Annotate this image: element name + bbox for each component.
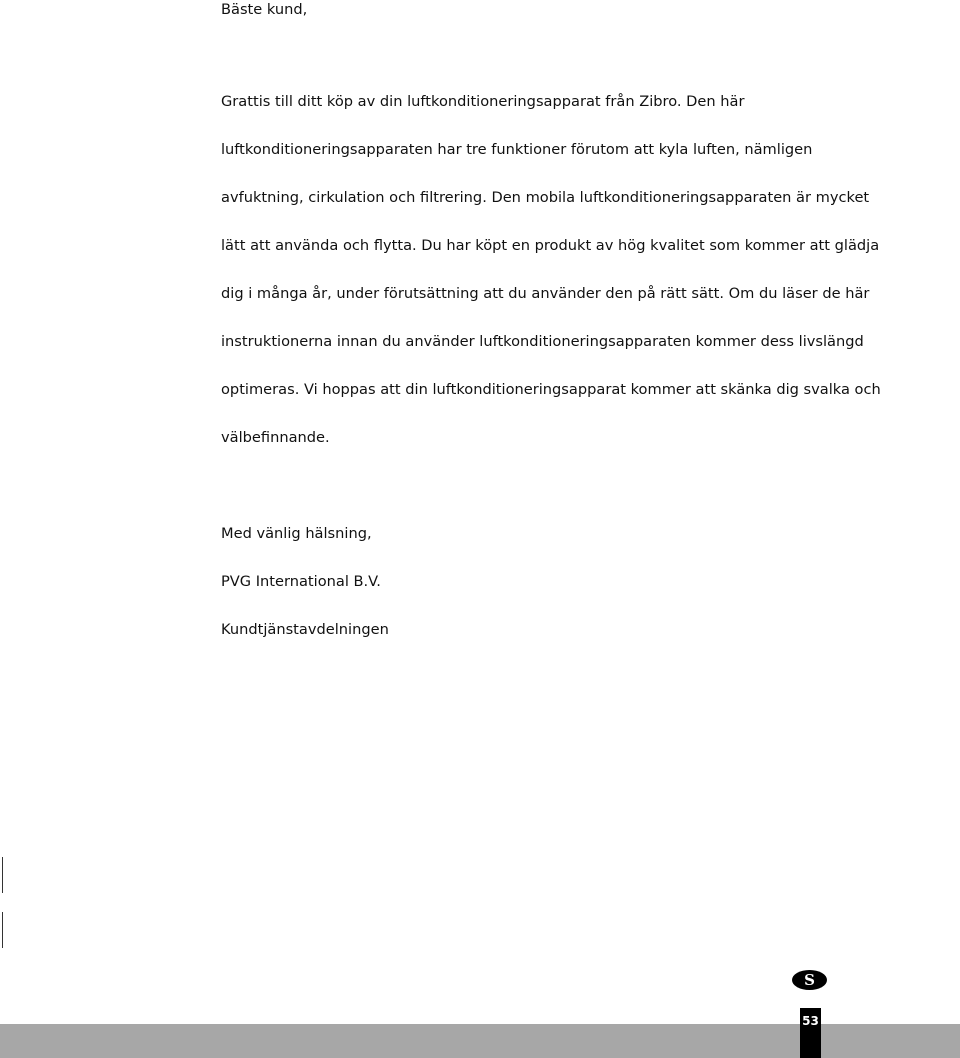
company-name: PVG International B.V. xyxy=(221,573,381,590)
paragraph-line: luftkonditioneringsapparaten har tre funktioner förutom att kyla luften, nämligen xyxy=(221,141,813,158)
paragraph-line: Grattis till ditt köp av din luftkonditioneringsapparat från Zibro. Den här xyxy=(221,93,745,110)
paragraph-line: dig i många år, under förutsättning att du använder den på rätt sätt. Om du läser de här xyxy=(221,285,870,302)
paragraph-line: avfuktning, cirkulation och filtrering. Den mobila luftkonditioneringsapparaten är mycket xyxy=(221,189,870,206)
page-number-tab xyxy=(800,1008,821,1058)
department-name: Kundtjänstavdelningen xyxy=(221,621,389,638)
paragraph-line: lätt att använda och flytta. Du har köpt en produkt av hög kvalitet som kommer att glädja xyxy=(221,237,880,254)
closing: Med vänlig hälsning, xyxy=(221,525,372,542)
paragraph-line: välbefinnande. xyxy=(221,429,330,446)
greeting: Bäste kund, xyxy=(221,1,308,18)
page-number: 53 xyxy=(802,1014,819,1028)
language-badge: S xyxy=(792,970,827,990)
crop-mark xyxy=(2,857,3,893)
paragraph-line: optimeras. Vi hoppas att din luftkonditioneringsapparat kommer att skänka dig svalka och xyxy=(221,381,881,398)
crop-mark xyxy=(2,912,3,948)
paragraph-line: instruktionerna innan du använder luftkonditioneringsapparaten kommer dess livslängd xyxy=(221,333,864,350)
